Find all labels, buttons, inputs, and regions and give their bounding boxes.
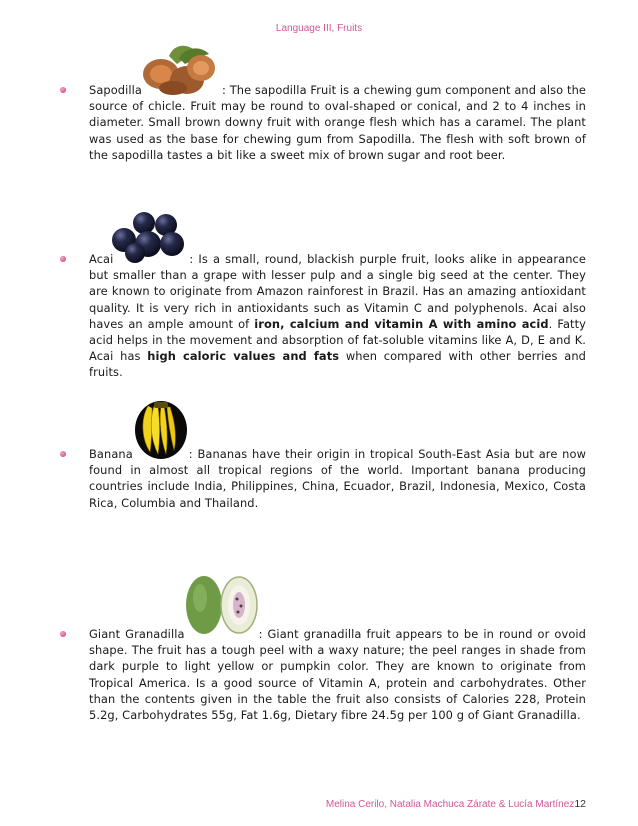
entry-text: : Is a small, round, blackish purple fruit, looks alike in appearance but smaller than a grape with lesser pulp and a single big seed at the center. They are known to originate from Amazon rainforest in Brazil. Has an amazing antioxidant quality. It is very rich in antioxidants such as Vitamin C and polyphenols. Acai also haves an ample amount of (89, 252, 586, 331)
bullet-icon (60, 87, 66, 93)
entry-text: : The sapodilla Fruit is a chewing gum component and also the source of chicle. Fruit may be round to oval-shaped or conical, and 2 to 4 inches in diameter. Small brown downy fruit with orange flesh which has a caramel. The plant was used as the base for chewing gum from Sapodilla. The flesh with soft brown of the sapodilla tastes a bit like a sweet mix of brown sugar and root beer. (89, 83, 586, 162)
entry-title: Giant Granadilla (89, 627, 185, 641)
entry-text: . Fatty acid helps in the movement and absorption of fat-soluble vitamins like A, D, E and K. Acai has (89, 316, 587, 364)
banana-image (134, 400, 188, 460)
entry-text: : Giant granadilla fruit appears to be in round or ovoid shape. The fruit has a tough peel with a waxy nature; the peel ranges in shade from dark purple to light yellow or pumpkin color. They are known to originate from Tropical America. Is a good source of Vitamin A, protein and carbohydrates. Other than the contents given in the table the fruit also consists of Calories 228, Protein 5.2g, Carbohydrates 55g, Fat 1.6g, Dietary fibre 24.5g per 100 g of Giant Granadilla. (89, 627, 586, 723)
entry-text: : Bananas have their origin in tropical South-East Asia but are now found in almost all tropical regions of the world. Important banana producing countries include India, Philippines, China, Ecuador, Brazil, Indonesia, Mexico, Costa Rica, Columbia and Thailand. (89, 447, 586, 510)
entry-acai (67, 251, 586, 381)
entry-text: when compared with other berries and fruits. (89, 349, 586, 380)
entry-bold: iron, calcium and vitamin A with amino acid (254, 316, 549, 331)
page-header: Language III, Fruits (275, 23, 363, 34)
bullet-icon (60, 631, 66, 637)
page-footer (326, 798, 586, 810)
entry-paragraph (89, 251, 586, 381)
entry-title: Acai (89, 252, 114, 266)
entry-title: Sapodilla (89, 83, 143, 97)
entry-title: Banana (89, 447, 133, 461)
bullet-icon (60, 256, 66, 262)
bullet-icon (60, 451, 66, 457)
entry-paragraph (89, 626, 586, 723)
entry-bold: high caloric values and fats (147, 349, 340, 364)
acai-image (110, 210, 186, 264)
page-number: 12 (574, 798, 586, 810)
sapodilla-image (139, 44, 217, 96)
footer-authors: Melina Cerilo, Natalia Machuca Zárate & Lucía Martínez (325, 799, 575, 810)
granadilla-image (184, 574, 260, 636)
entry-giant-granadilla (67, 626, 586, 723)
